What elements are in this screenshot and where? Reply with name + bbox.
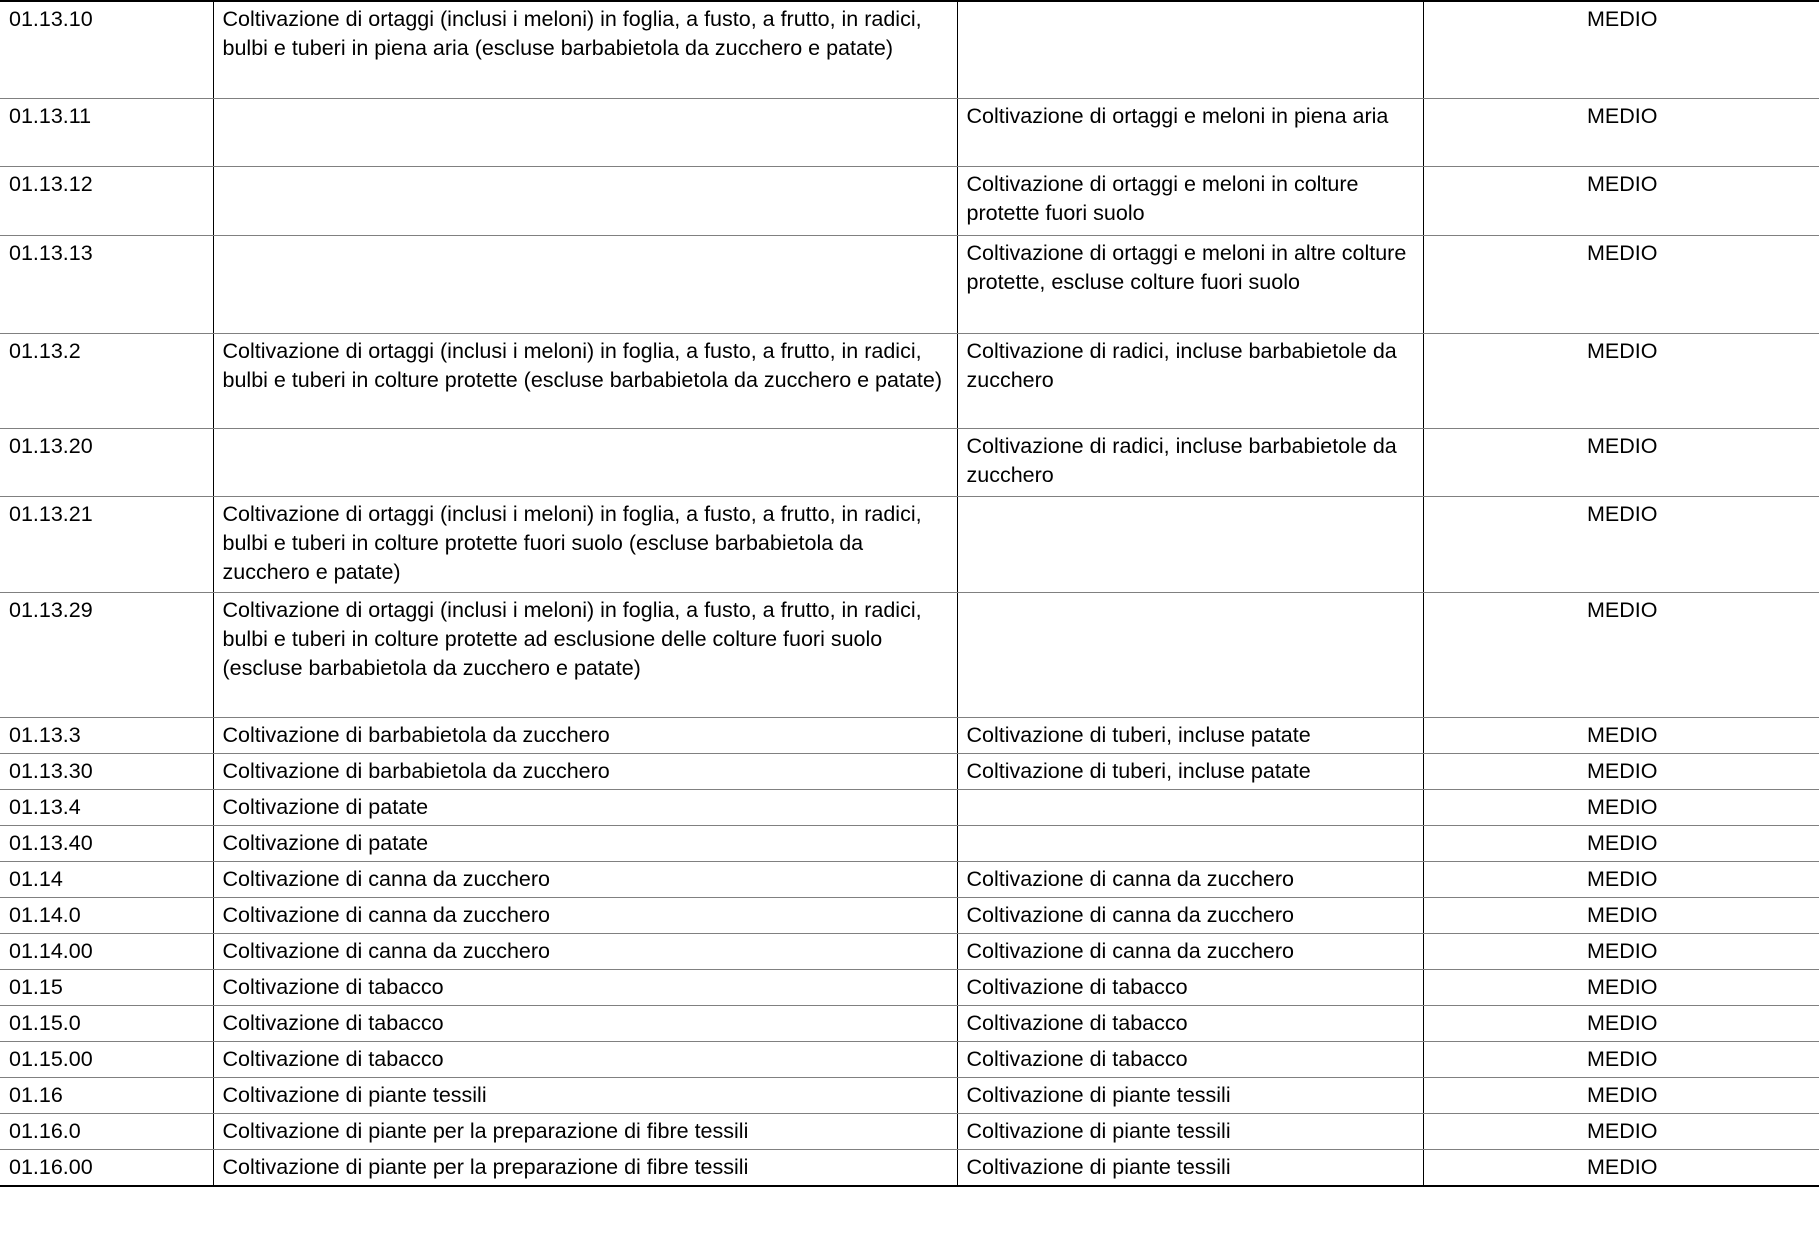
cell-description-secondary: Coltivazione di ortaggi e meloni in piena aria <box>957 98 1423 166</box>
cell-description-secondary <box>957 789 1423 825</box>
cell-risk-level: MEDIO <box>1423 825 1819 861</box>
cell-description-primary <box>213 98 957 166</box>
cell-description-secondary: Coltivazione di ortaggi e meloni in colture protette fuori suolo <box>957 166 1423 235</box>
cell-code: 01.13.21 <box>0 496 213 592</box>
cell-description-secondary <box>957 1 1423 98</box>
cell-code: 01.15.0 <box>0 1005 213 1041</box>
table-row <box>0 333 1819 428</box>
table-row <box>0 1077 1819 1113</box>
cell-description-primary: Coltivazione di piante tessili <box>213 1077 957 1113</box>
cell-code: 01.15 <box>0 969 213 1005</box>
table-row <box>0 933 1819 969</box>
cell-description-secondary: Coltivazione di tabacco <box>957 1041 1423 1077</box>
cell-description-primary: Coltivazione di patate <box>213 825 957 861</box>
cell-description-secondary: Coltivazione di canna da zucchero <box>957 897 1423 933</box>
cell-risk-level: MEDIO <box>1423 1077 1819 1113</box>
cell-code: 01.13.13 <box>0 235 213 333</box>
table-row <box>0 897 1819 933</box>
cell-description-secondary: Coltivazione di piante tessili <box>957 1149 1423 1186</box>
cell-description-primary: Coltivazione di ortaggi (inclusi i meloni) in foglia, a fusto, a frutto, in radici, bulbi e tuberi in colture protette ad esclusione delle colture fuori suolo (escluse barbabietola da zucchero e patate) <box>213 592 957 717</box>
cell-description-primary: Coltivazione di ortaggi (inclusi i meloni) in foglia, a fusto, a frutto, in radici, bulbi e tuberi in colture protette (escluse barbabietola da zucchero e patate) <box>213 333 957 428</box>
cell-risk-level: MEDIO <box>1423 1 1819 98</box>
cell-description-primary <box>213 428 957 496</box>
cell-code: 01.15.00 <box>0 1041 213 1077</box>
table-row <box>0 969 1819 1005</box>
cell-risk-level: MEDIO <box>1423 1113 1819 1149</box>
cell-code: 01.13.4 <box>0 789 213 825</box>
cell-description-secondary: Coltivazione di piante tessili <box>957 1113 1423 1149</box>
cell-description-primary: Coltivazione di canna da zucchero <box>213 861 957 897</box>
cell-description-secondary: Coltivazione di piante tessili <box>957 1077 1423 1113</box>
cell-code: 01.14.00 <box>0 933 213 969</box>
cell-code: 01.13.30 <box>0 753 213 789</box>
cell-risk-level: MEDIO <box>1423 753 1819 789</box>
table-row <box>0 428 1819 496</box>
table-row <box>0 235 1819 333</box>
cell-description-secondary <box>957 496 1423 592</box>
table-row <box>0 166 1819 235</box>
cell-risk-level: MEDIO <box>1423 1041 1819 1077</box>
cell-description-secondary: Coltivazione di canna da zucchero <box>957 861 1423 897</box>
cell-description-primary: Coltivazione di ortaggi (inclusi i meloni) in foglia, a fusto, a frutto, in radici, bulbi e tuberi in colture protette fuori suolo (escluse barbabietola da zucchero e patate) <box>213 496 957 592</box>
cell-code: 01.16 <box>0 1077 213 1113</box>
table-row <box>0 1 1819 98</box>
cell-description-secondary <box>957 592 1423 717</box>
cell-description-primary: Coltivazione di patate <box>213 789 957 825</box>
table-row <box>0 861 1819 897</box>
cell-description-secondary: Coltivazione di radici, incluse barbabietole da zucchero <box>957 333 1423 428</box>
cell-description-primary: Coltivazione di canna da zucchero <box>213 897 957 933</box>
cell-code: 01.13.20 <box>0 428 213 496</box>
cell-risk-level: MEDIO <box>1423 333 1819 428</box>
cell-risk-level: MEDIO <box>1423 592 1819 717</box>
cell-risk-level: MEDIO <box>1423 969 1819 1005</box>
cell-description-secondary <box>957 825 1423 861</box>
cell-risk-level: MEDIO <box>1423 897 1819 933</box>
cell-description-primary: Coltivazione di piante per la preparazione di fibre tessili <box>213 1113 957 1149</box>
cell-risk-level: MEDIO <box>1423 98 1819 166</box>
cell-description-primary: Coltivazione di barbabietola da zucchero <box>213 717 957 753</box>
cell-description-secondary: Coltivazione di ortaggi e meloni in altre colture protette, escluse colture fuori suolo <box>957 235 1423 333</box>
table-row <box>0 753 1819 789</box>
cell-description-secondary: Coltivazione di tabacco <box>957 969 1423 1005</box>
cell-code: 01.13.3 <box>0 717 213 753</box>
table-row <box>0 98 1819 166</box>
cell-description-primary: Coltivazione di canna da zucchero <box>213 933 957 969</box>
cell-code: 01.16.00 <box>0 1149 213 1186</box>
cell-code: 01.14 <box>0 861 213 897</box>
cell-description-secondary: Coltivazione di tuberi, incluse patate <box>957 717 1423 753</box>
cell-code: 01.16.0 <box>0 1113 213 1149</box>
cell-risk-level: MEDIO <box>1423 235 1819 333</box>
cell-risk-level: MEDIO <box>1423 166 1819 235</box>
cell-description-primary <box>213 235 957 333</box>
cell-risk-level: MEDIO <box>1423 717 1819 753</box>
cell-description-primary: Coltivazione di tabacco <box>213 969 957 1005</box>
cell-description-primary: Coltivazione di ortaggi (inclusi i meloni) in foglia, a fusto, a frutto, in radici, bulbi e tuberi in piena aria (escluse barbabietola da zucchero e patate) <box>213 1 957 98</box>
cell-code: 01.13.2 <box>0 333 213 428</box>
cell-risk-level: MEDIO <box>1423 496 1819 592</box>
cell-risk-level: MEDIO <box>1423 933 1819 969</box>
cell-code: 01.13.12 <box>0 166 213 235</box>
table-row <box>0 1113 1819 1149</box>
table-row <box>0 1149 1819 1186</box>
cell-risk-level: MEDIO <box>1423 1149 1819 1186</box>
cell-code: 01.13.40 <box>0 825 213 861</box>
cell-risk-level: MEDIO <box>1423 1005 1819 1041</box>
table-body <box>0 1 1819 1186</box>
cell-code: 01.13.11 <box>0 98 213 166</box>
cell-code: 01.13.10 <box>0 1 213 98</box>
table-row <box>0 1005 1819 1041</box>
cell-description-primary: Coltivazione di barbabietola da zucchero <box>213 753 957 789</box>
cell-risk-level: MEDIO <box>1423 861 1819 897</box>
cell-description-primary <box>213 166 957 235</box>
table-row <box>0 717 1819 753</box>
cell-code: 01.13.29 <box>0 592 213 717</box>
table-row <box>0 789 1819 825</box>
cell-description-secondary: Coltivazione di tabacco <box>957 1005 1423 1041</box>
table-row <box>0 825 1819 861</box>
table-row <box>0 1041 1819 1077</box>
cell-description-secondary: Coltivazione di canna da zucchero <box>957 933 1423 969</box>
cell-description-primary: Coltivazione di tabacco <box>213 1041 957 1077</box>
cell-description-primary: Coltivazione di tabacco <box>213 1005 957 1041</box>
table-row <box>0 496 1819 592</box>
cell-code: 01.14.0 <box>0 897 213 933</box>
cell-description-secondary: Coltivazione di radici, incluse barbabietole da zucchero <box>957 428 1423 496</box>
cell-description-primary: Coltivazione di piante per la preparazione di fibre tessili <box>213 1149 957 1186</box>
cell-description-secondary: Coltivazione di tuberi, incluse patate <box>957 753 1423 789</box>
cell-risk-level: MEDIO <box>1423 428 1819 496</box>
cell-risk-level: MEDIO <box>1423 789 1819 825</box>
table-row <box>0 592 1819 717</box>
